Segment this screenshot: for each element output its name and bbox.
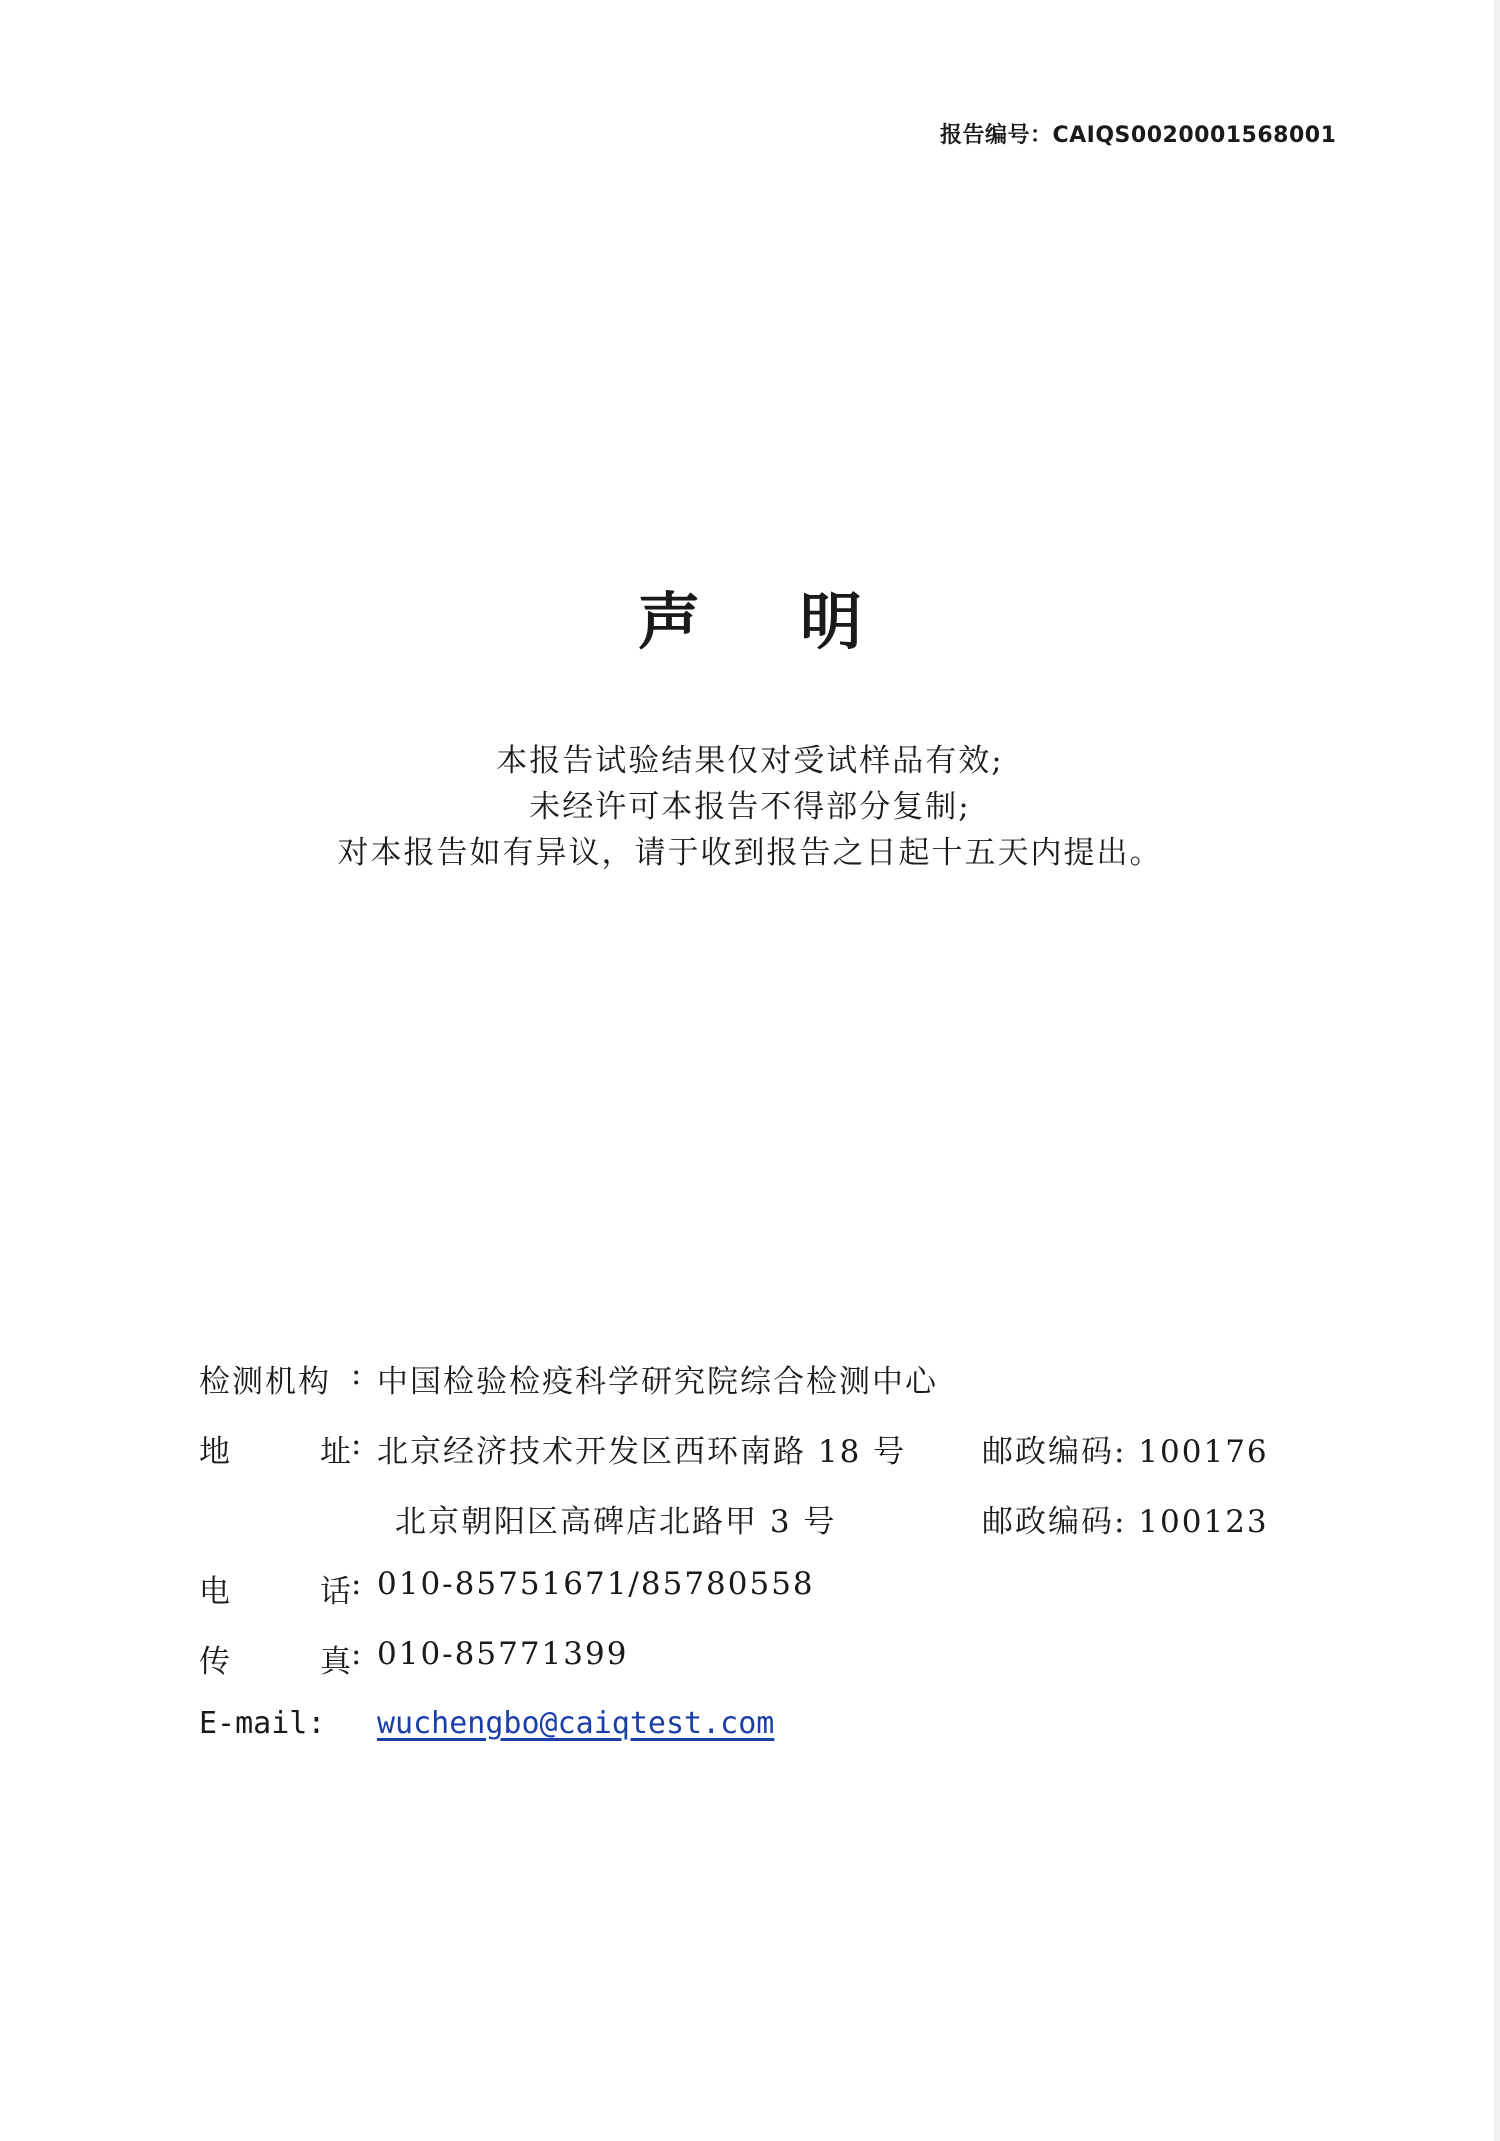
institution-label: 检测机构 bbox=[199, 1364, 331, 1400]
phone-label-char: 电 bbox=[199, 1574, 230, 1610]
fax-colon: : bbox=[351, 1636, 362, 1672]
address-colon: : bbox=[351, 1426, 362, 1462]
email-row bbox=[199, 1706, 1399, 1776]
address-line-1: 北京经济技术开发区西环南路 18 号 bbox=[377, 1434, 907, 1470]
report-number: 报告编号：CAIQS0020001568001 bbox=[940, 123, 1337, 148]
fax-label-char: 真 bbox=[320, 1644, 351, 1680]
email-label: E-mail: bbox=[199, 1706, 326, 1741]
statement-line: 本报告试验结果仅对受试样品有效; bbox=[496, 743, 1004, 779]
phone-value: 010-85751671/85780558 bbox=[377, 1566, 815, 1602]
page-edge bbox=[1494, 0, 1500, 2141]
fax-value: 010-85771399 bbox=[377, 1636, 629, 1672]
address-label-char: 地 bbox=[199, 1434, 230, 1470]
phone-row bbox=[199, 1566, 1399, 1636]
institution-row bbox=[199, 1356, 1399, 1426]
contact-info bbox=[199, 1356, 1399, 1776]
phone-label bbox=[199, 1566, 351, 1611]
fax-label bbox=[199, 1636, 351, 1681]
phone-colon: : bbox=[351, 1566, 362, 1602]
statement-block bbox=[0, 738, 1500, 876]
address-row bbox=[199, 1426, 1399, 1496]
address-row-2 bbox=[199, 1496, 1399, 1566]
fax-label-char: 传 bbox=[199, 1644, 230, 1680]
email-link[interactable]: wuchengbo@caiqtest.com bbox=[377, 1706, 775, 1741]
address-label-char: 址 bbox=[320, 1434, 351, 1470]
statement-line: 对本报告如有异议，请于收到报告之日起十五天内提出。 bbox=[337, 835, 1163, 871]
institution-value: 中国检验检疫科学研究院综合检测中心 bbox=[377, 1364, 938, 1400]
statement-line: 未经许可本报告不得部分复制; bbox=[529, 789, 971, 825]
postal-code-1: 邮政编码: 100176 bbox=[982, 1434, 1269, 1470]
address-label bbox=[199, 1426, 351, 1471]
title-char: 声 bbox=[637, 585, 800, 658]
page-title bbox=[0, 572, 1500, 661]
phone-label-char: 话 bbox=[320, 1574, 351, 1610]
title-char: 明 bbox=[800, 585, 963, 658]
fax-row bbox=[199, 1636, 1399, 1706]
address-line-2: 北京朝阳区高碑店北路甲 3 号 bbox=[395, 1504, 837, 1540]
postal-code-2: 邮政编码: 100123 bbox=[982, 1504, 1269, 1540]
institution-colon: : bbox=[351, 1356, 362, 1392]
